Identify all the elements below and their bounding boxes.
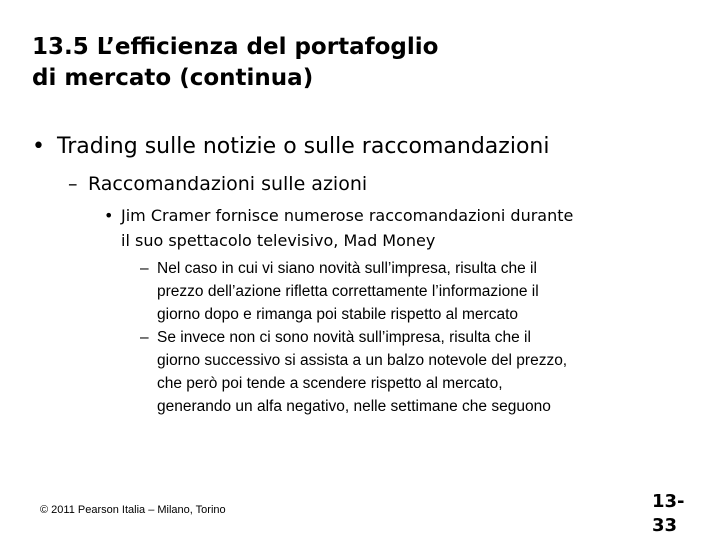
bullet-text-line: generando un alfa negativo, nelle settimane che seguono [157, 398, 551, 415]
bullet-marker: • [104, 206, 114, 225]
page-number-line-1: 13- [652, 491, 685, 512]
bullet-text-line: Nel caso in cui vi siano novità sull’impresa, risulta che il [157, 260, 537, 277]
bullet-text-line: Jim Cramer fornisce numerose raccomandazioni durante [121, 206, 574, 225]
bullet-text: Raccomandazioni sulle azioni [88, 173, 368, 195]
dash-marker: – [68, 173, 78, 195]
bullet-text-line: prezzo dell’azione rifletta correttamente l’informazione il [157, 283, 539, 300]
bullet-text [157, 326, 705, 418]
bullet-text-line: giorno successivo si assista a un balzo notevole del prezzo, [157, 352, 568, 369]
slide-title [32, 32, 672, 94]
bullet-text-line: che però poi tende a scendere rispetto al mercato, [157, 375, 503, 392]
page-number-line-2: 33 [652, 515, 678, 536]
bullet-text-line: giorno dopo e rimanga poi stabile rispetto al mercato [157, 306, 519, 323]
title-line-2: di mercato (continua) [32, 65, 314, 91]
dash-marker: – [140, 260, 149, 277]
dash-marker: – [140, 329, 149, 346]
bullet-text-line: Se invece non ci sono novità sull’impresa, risulta che il [157, 329, 531, 346]
bullet-marker: • [32, 134, 45, 159]
bullet-text [157, 257, 705, 326]
title-line-1: 13.5 L’efficienza del portafoglio [32, 34, 439, 60]
bullet-text [121, 203, 701, 253]
copyright-footer: © 2011 Pearson Italia – Milano, Torino [40, 504, 226, 516]
page-number [652, 490, 718, 538]
bullet-text: Trading sulle notizie o sulle raccomandazioni [57, 134, 550, 159]
bullet-text-line: il suo spettacolo televisivo, Mad Money [121, 231, 436, 250]
